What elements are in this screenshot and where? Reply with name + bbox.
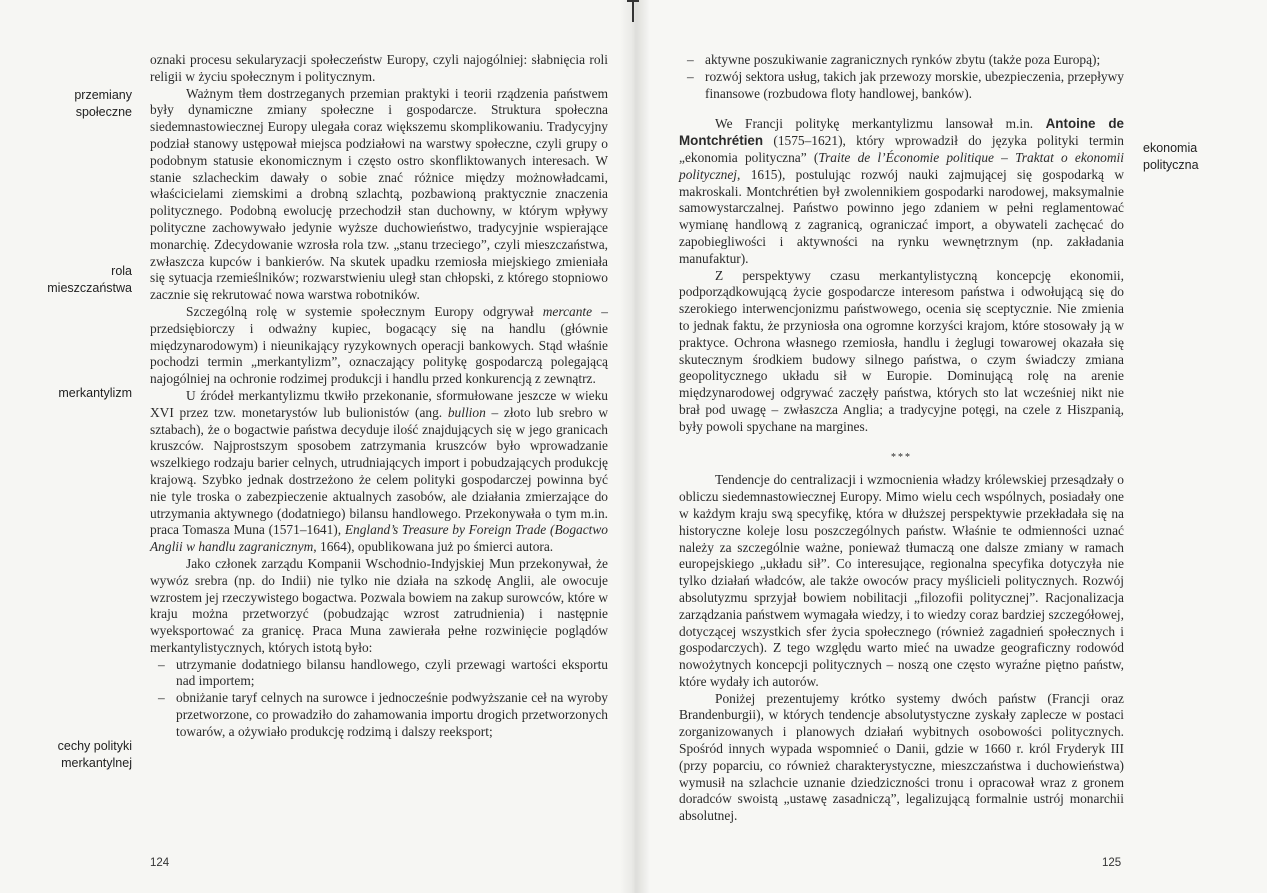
paragraph (679, 116, 1124, 267)
list-item: – rozwój sektora usług, takich jak przewozy morskie, ubezpieczenia, przepływy finansowe (rozbudowa floty handlowej, banków). (705, 69, 1124, 103)
page-number-left: 124 (150, 857, 170, 869)
paragraph: Tendencje do centralizacji i wzmocnienia władzy królewskiej przesądzały o obliczu siedemnastowiecznej Europy. Mimo wielu cech wspólnych, posiadały one w każdym kraju swą specyfikę, która w dłuższej perspektywie przekładała się na historyczne koleje losu poszczególnych państw. Właśnie te odmienności uznać należy za szczególnie ważne, ponieważ tłumaczą one dalsze zmiany w ramach europejskiego „układu sił”. Co interesujące, regionalna specyfika dotyczyła nie tylko działań władców, ale także owoców pracy myślicieli politycznych. Rozwój absolutyzmu sprzyjał bowiem nobilitacji „filozofii politycznej”. Racjonalizacja zarządzania państwem wymagała wiedzy, i to wiedzy coraz bardziej szczegółowej, dotyczącej wszystkich sfer życia społecznego (również zagadnień społecznych i gospodarczych). Z tego względu warto mieć na uwadze geograficzny rodowód nowożytnych koncepcji politycznych – noszą one często wyraźne piętno państw, które wydały ich autorów. (679, 472, 1124, 689)
bullet-list (150, 657, 608, 741)
paragraph: Poniżej prezentujemy krótko systemy dwóch państw (Francji oraz Brandenburgii), w których tendencje absolutystyczne zyskały zaplecze w postaci zorganizowanych i planowych działań wybitnych osobowości politycznych. Spośród innych wypada wspomnieć o Danii, gdzie w 1660 r. król Fryderyk III (przy poparciu, co również charakterystyczne, mieszczaństwa i duchowieństwa) wymusił na szlachcie uznanie dziedziczności tronu i opracował wraz z gronem doradców swoistą „ustawę zasadniczą”, legalizującą formalnie ustrój monarchii absolutnej. (679, 690, 1124, 824)
text-run: (1575–1621), który wprowadził do języka polityki termin „ekonomia polityczna” ( (679, 133, 1124, 165)
margin-note-merkantylizm: merkantylizm (58, 386, 132, 400)
paragraph: oznaki procesu sekularyzacji społeczeństw Europy, czyli najogólniej: słabnięcia roli religii w życiu społecznym i politycznym. (150, 52, 608, 84)
margin-note-przemiany-spoleczne: przemiany społeczne (74, 88, 132, 119)
text-run: , 1615), postulując rozwój nauki zajmującej się gospodarką w makroskali. Montchrétien był zwolennikiem gospodarki narodowej, maksymalnie samowystarczalnej. Państwo powinno jego zdaniem w pełni reglamentować wymianę handlową z zagranicą, ograniczać import, a obywateli zachęcać do zapobiegliwości i aktywności na rynku wewnętrznym (np. zakładania manufaktur). (679, 166, 1124, 266)
margin-note-ekonomia-polityczna: ekonomia polityczna (1143, 141, 1199, 172)
page-number-right: 125 (1102, 857, 1122, 869)
margin-note-rola-mieszczanstwa: rola mieszczaństwa (47, 264, 132, 295)
book-title: England’s Treasure by Foreign Trade (Bogactwo Anglii w handlu zagranicznym (150, 522, 609, 555)
book-title: Traite de l’Économie politique – Traktat o ekonomii politycznej (679, 149, 1124, 182)
bullet-list (679, 52, 1124, 102)
section-separator: *** (891, 451, 912, 463)
italic-term: bullion (447, 404, 486, 420)
left-page-text (150, 52, 608, 741)
paragraph: Z perspektywy czasu merkantylistyczną koncepcję ekonomii, podporządkowującą życie gospodarcze interesom państwa i odwołującą się do szerokiego interwencjonizmu państwowego, ocenia się sceptycznie. Nie zmienia to jednak faktu, że przyniosła ona ogromne korzyści krajom, które stosowały ją w praktyce. Ochrona własnego rzemiosła, handlu i żeglugi towarowej okazała się skutecznym środkiem budowy silnego państwa, o czym świadczy zmiana geopolitycznego układu sił w Europie. Dominującą rolę na arenie międzynarodowej odgrywać zaczęły państwa, których sto lat wcześniej nikt nie brał pod uwagę – zwłaszcza Anglia; a tradycyjne potęgi, na czele z Hiszpanią, były powoli spychane na margines. (679, 267, 1124, 434)
paragraph: Jako członek zarządu Kompanii Wschodnio-Indyjskiej Mun przekonywał, że wywóz srebra (np. do Indii) nie tylko nie działa na szkodę Anglii, ale owocuje wzrostem jej rzeczywistego bogactwa. Pozwala bowiem na zakup surowców, które w kraju można przetworzyć (pobudzając wzrost zatrudnienia) i następnie wyeksportować za granicę. Praca Muna zawierała pełne rozwinięcie poglądów merkantylistycznych, których istotą było: (150, 555, 608, 655)
person-name: Antoine de Montchrétien (679, 116, 1124, 149)
text-run: We Francji politykę merkantylizmu lansował m.in. (715, 116, 1046, 132)
italic-term: mercante (542, 303, 593, 319)
paragraph: Ważnym tłem dostrzeganych przemian praktyki i teorii rządzenia państwem były dynamiczne zmiany społeczne i gospodarcze. Struktura społeczna siedemnastowiecznej Europy ulegała coraz większemu skomplikowaniu. Tradycyjny podział stanowy ustępował miejsca podziałowi na warstwy społeczne, czyli grupy o podobnym statusie ekonomicznym i często ostro skonfliktowanych interesach. W stanie szlacheckim dawały o sobie znać różnice między możnowładcami, właścicielami ziemskimi a drobną szlachtą, pozbawioną praktycznie znaczenia politycznego. Podobną ewolucję przechodził stan duchowny, w którym wpływy polityczne zachowywało jedynie wyższe duchowieństwo, tradycyjnie wspierające monarchię. Zdecydowanie wzrosła rola tzw. „stanu trzeciego”, czyli mieszczaństwa, zwłaszcza kupców i bankierów. Na skutek upadku rzemiosła miejskiego zmieniała się sytuacja rzemieślników; rozwarstwieniu uległ stan chłopski, z którego stopniowo zacznie się rekrutować nowa warstwa robotników. (150, 85, 608, 303)
margin-note-cechy-polityki-merkantylnej: cechy polityki merkantylnej (57, 739, 132, 770)
book-gutter (620, 0, 650, 893)
list-item: – utrzymanie dodatniego bilansu handlowego, czyli przewagi wartości eksportu nad importem; (176, 657, 608, 691)
paragraph (150, 304, 608, 388)
text-run: U źródeł merkantylizmu tkwiło przekonanie, sformułowane jeszcze w wieku XVI przez tzw. monetarystów lub bulionistów (ang. (150, 387, 608, 420)
text-run: – złoto lub srebro w sztabach), że o bogactwie państwa decyduje ilość znajdujących się w jego granicach kruszców. Najprostszym sposobem zatrzymania kruszców było wprowadzanie wszelkiego rodzaju barier celnych, utrudniających import i pobudzających produkcję krajową. Szybko jednak dostrzeżono że celem polityki gospodarczej powinna być nie tyle troska o zabezpieczenie aktualnych zasobów, ale działania zmierzające do utrzymania aktywnego (dodatniego) bilansu handlowego. Przekonywała o tym m.in. praca Tomasza Muna (1571–1641), (150, 404, 609, 538)
text-run: – przedsiębiorczy i odważny kupiec, bogacący się na handlu (głównie międzynarodowym) i nieunikający ryzykownych operacji bankowych. Stąd właśnie pochodzi termin „merkantylizm”, oznaczający politykę gospodarczą polegającą najogólniej na ochronie rodzimej produkcji i handlu przed konkurencją z zewnątrz. (150, 303, 608, 387)
spine-mark (632, 0, 634, 22)
paragraph (150, 388, 608, 556)
text-run: Szczególną rolę w systemie społecznym Europy odgrywał (186, 303, 543, 319)
right-page-text (679, 52, 1124, 825)
list-item: – aktywne poszukiwanie zagranicznych rynków zbytu (także poza Europą); (705, 52, 1124, 69)
text-run: , 1664), opublikowana już po śmierci autora. (313, 539, 554, 555)
list-item: – obniżanie taryf celnych na surowce i jednocześnie podwyższanie ceł na wyroby przetworzone, co prowadziło do zahamowania importu drogich przetworzonych towarów, a ożywiało produkcję rodzimą i dalszy reeksport; (176, 690, 608, 740)
